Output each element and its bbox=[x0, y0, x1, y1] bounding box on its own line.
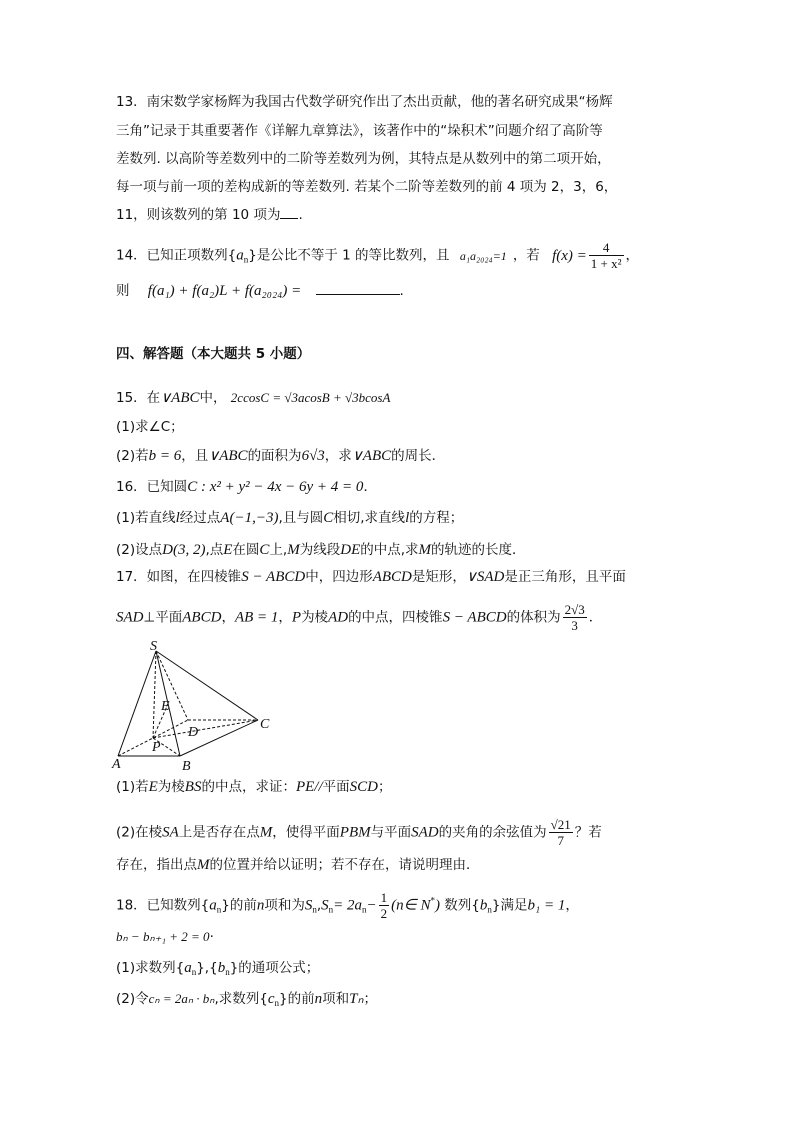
q15-p2-area: 6√3 bbox=[301, 448, 325, 464]
q17-line-2 bbox=[116, 602, 602, 633]
q17-plane-PBM: PBM bbox=[339, 824, 371, 841]
q18-a: a bbox=[184, 960, 192, 976]
q17-p1-text: (1)若 bbox=[116, 779, 149, 795]
q17-p2-text: 的位置并给以证明；若不存在，请说明理由． bbox=[209, 857, 480, 873]
q17-p2-text: 上是否存在点 bbox=[178, 824, 260, 841]
q18-b: b bbox=[479, 897, 488, 914]
q17-point-P: P bbox=[291, 609, 302, 626]
q16-p1-text: 的方程； bbox=[409, 510, 464, 526]
q15-p2-text: 的面积为 bbox=[247, 448, 302, 464]
q17-p2-text: (2)在棱 bbox=[116, 824, 163, 841]
q18-sub-n: n bbox=[225, 967, 230, 977]
q17-text: 的中点，四棱锥 bbox=[348, 609, 443, 626]
q15-p2-text: ，且 bbox=[181, 448, 209, 464]
q17-plane-ABCD: ABCD bbox=[182, 609, 222, 626]
q14-line-1 bbox=[116, 240, 639, 271]
q17-edge-BS: BS bbox=[184, 779, 202, 795]
q17-part-1 bbox=[116, 777, 391, 797]
q14-condition: a₁a₂₀₂₄=1 bbox=[459, 248, 507, 263]
q16-text: 16．已知圆 bbox=[116, 479, 188, 495]
q16-text: ． bbox=[363, 479, 377, 495]
q15-p2-b6: b = 6 bbox=[148, 448, 182, 464]
q14-text-3: ，若 bbox=[512, 247, 540, 264]
q15-p2-triangle: ∨ABC bbox=[208, 448, 248, 464]
q16-p1-text: 经过点 bbox=[179, 510, 221, 526]
q17-point-M: M bbox=[197, 857, 210, 873]
q16-point-A: A(−1,−3) bbox=[220, 510, 279, 526]
q14-a: a bbox=[236, 247, 244, 264]
label-A: A bbox=[112, 757, 121, 772]
q16-circle-C: C bbox=[323, 510, 334, 526]
q15-equation: 2ccosC = √3acosB + √3bcosA bbox=[230, 390, 391, 405]
q16-point-E: E bbox=[223, 542, 233, 558]
q13-line-5: 11，则该数列的第 10 项为 . bbox=[116, 207, 303, 223]
q18-sub-n: n bbox=[328, 904, 334, 915]
q18-sub-n: n bbox=[487, 904, 492, 915]
q14-n: n bbox=[243, 254, 249, 265]
q14-text-2: }是公比不等于 1 的等比数列，且 bbox=[248, 247, 450, 264]
q17-rectangle: ABCD bbox=[372, 569, 412, 585]
q13-line-4: 每一项与前一项的差构成新的等差数列. 若某个二阶等差数列的前 4 项为 2，3，6， bbox=[116, 179, 618, 195]
q18-text: 18．已知数列{ bbox=[116, 897, 210, 914]
q18-p2-text: ； bbox=[363, 991, 377, 1007]
q15-text-1: 15．在 bbox=[116, 390, 161, 406]
q16-circle-equation: C : x² + y² − 4x − 6y + 4 = 0 bbox=[187, 479, 364, 495]
q15-part-2 bbox=[116, 446, 445, 466]
q14-function-lhs: f(x) = bbox=[552, 247, 587, 264]
label-E: E bbox=[161, 699, 170, 714]
q17-cosine-denominator: 7 bbox=[557, 833, 564, 848]
q18-sub-n: n bbox=[274, 998, 280, 1008]
q18-line-2 bbox=[116, 927, 214, 947]
q17-edge-SA: SA bbox=[162, 824, 179, 841]
q16-point-M: M bbox=[418, 542, 432, 558]
section-4-header: 四、解答题（本大题共 5 小题） bbox=[116, 346, 311, 362]
q18-text: }的前 bbox=[221, 897, 257, 914]
q17-p2-text: 的夹角的余弦值为 bbox=[438, 824, 547, 841]
edge-SA bbox=[118, 651, 156, 756]
q17-text: 是正三角形，且平面 bbox=[504, 569, 626, 585]
q18-text: , bbox=[316, 897, 322, 914]
q15-text-2: 中， bbox=[199, 390, 227, 406]
q18-p2-text: }的前 bbox=[279, 991, 315, 1007]
q17-p1-text: 的中点，求证： bbox=[201, 779, 296, 795]
q17-text: 中，四边形 bbox=[305, 569, 373, 585]
q14-f-denominator: 1 + x² bbox=[590, 256, 622, 271]
q15-triangle: ∨ABC bbox=[160, 390, 200, 406]
q17-text: ⊥平面 bbox=[143, 609, 183, 626]
q18-text: 数列{ bbox=[444, 897, 480, 914]
q17-text: 17．如图，在四棱锥 bbox=[116, 569, 242, 585]
q15-part-1: (1)求∠C； bbox=[116, 419, 184, 435]
q18-b: b bbox=[217, 960, 226, 976]
q18-sub-n: n bbox=[216, 904, 222, 915]
q15-p2-text: ，求 bbox=[324, 448, 352, 464]
q16-line-1 bbox=[116, 477, 377, 497]
q17-volume-numerator: 2√3 bbox=[564, 602, 585, 617]
q17-PE-parallel: PE// bbox=[295, 779, 323, 795]
q16-p1-text: 相切,求直线 bbox=[333, 510, 406, 526]
q14-sum-expression: f(a₁) + f(a₂)L + f(a₂₀₂₄) = bbox=[147, 283, 302, 299]
q17-p1-text: 平面 bbox=[322, 779, 350, 795]
q18-S: S bbox=[321, 897, 329, 914]
q17-text: ． bbox=[588, 609, 603, 626]
q16-p2-text: 的轨迹的长度． bbox=[431, 542, 526, 558]
label-B: B bbox=[182, 759, 191, 773]
q18-n: n bbox=[314, 991, 323, 1007]
q13-line-3: 差数列. 以高阶等差数列中的二阶等差数列为例，其特点是从数列中的第二项开始， bbox=[116, 151, 611, 167]
q14-text-4: ， bbox=[625, 247, 640, 264]
q18-part-2: (2)令cₙ = 2aₙ · bₙ,求数列$\{c_n\}$的前n项和Tₙ； bbox=[116, 991, 377, 1008]
q18-p1-text: (1)求数列{ bbox=[116, 960, 185, 976]
q16-point-M: M bbox=[287, 542, 300, 558]
q18-p2-text: ,求数列{ bbox=[214, 991, 268, 1007]
q13-line-2: 三角”记录于其重要著作《详解九章算法》，该著作中的“垛积术”问题介绍了高阶等 bbox=[116, 123, 603, 139]
segment-PC-hidden bbox=[153, 720, 258, 738]
q18-S: S bbox=[304, 897, 313, 914]
q17-volume-fraction bbox=[563, 602, 587, 633]
q16-p1-text: (1)若直线 bbox=[116, 510, 176, 526]
q17-part-2-line-1 bbox=[116, 817, 602, 848]
segment-SP-hidden bbox=[153, 651, 156, 738]
q18-sub-n: n bbox=[362, 904, 367, 915]
q18-text: }满足 bbox=[491, 897, 528, 914]
pyramid-figure bbox=[110, 638, 280, 773]
q16-part-2 bbox=[116, 540, 526, 560]
q17-text: ， bbox=[278, 609, 292, 626]
q17-point-E: E bbox=[148, 779, 158, 795]
q17-part-2-line-2 bbox=[116, 855, 480, 875]
q15-p2-text: (2)若 bbox=[116, 448, 149, 464]
q16-segment-DE: DE bbox=[340, 542, 361, 558]
q17-pyramid: S − ABCD bbox=[241, 569, 306, 585]
q17-p2-text: ，使得平面 bbox=[272, 824, 340, 841]
q18-half-denominator: 2 bbox=[380, 906, 388, 921]
q18-p2-text: (2)令 bbox=[116, 991, 149, 1007]
label-C: C bbox=[260, 717, 270, 732]
q18-half-numerator: 1 bbox=[380, 890, 388, 905]
edge-SC bbox=[156, 651, 258, 720]
q18-T: Tₙ bbox=[349, 991, 364, 1007]
q17-plane-SAD: SAD bbox=[411, 824, 439, 841]
q17-p2-text: 存在，指出点 bbox=[116, 857, 197, 873]
q18-line-1: 18．已知数列$\{a_n\}$的前n项和为$S_n,S_n= 2a_n-$ $\frac{1}{2}$ (n∈ N*) 数列$\{b_n\}$满足b₁ = 1， bbox=[116, 890, 579, 921]
q18-half-fraction bbox=[379, 890, 390, 921]
q18-c-definition: cₙ = 2aₙ · bₙ bbox=[148, 991, 215, 1006]
q14-text-1: 14．已知正项数列{ bbox=[116, 247, 237, 264]
q17-triangle-SAD: ∨SAD bbox=[465, 569, 505, 585]
q16-line-l: l bbox=[175, 510, 180, 526]
q17-text: 是矩形， bbox=[411, 569, 466, 585]
q17-p1-text: ； bbox=[377, 779, 392, 795]
q14-then: 则 bbox=[116, 283, 130, 299]
q17-p2-text: ？若 bbox=[574, 824, 602, 841]
q18-n: n bbox=[256, 897, 265, 914]
q15-p2-text: 的周长． bbox=[391, 448, 446, 464]
q16-point-D: D(3, 2) bbox=[162, 542, 206, 558]
q18-sub-n: n bbox=[191, 967, 197, 977]
q18-part-1 bbox=[116, 958, 319, 982]
q13-text: 11，则该数列的第 10 项为 bbox=[116, 207, 281, 223]
q18-eq-part: = 2a bbox=[333, 897, 363, 914]
label-P: P bbox=[152, 740, 161, 755]
q16-p2-text: 上, bbox=[269, 542, 288, 558]
q14-answer-blank bbox=[316, 294, 400, 295]
q17-cosine-fraction bbox=[549, 817, 573, 848]
q18-eq-part: (n∈ N bbox=[391, 897, 431, 914]
q18-p1-text: }的通项公式； bbox=[229, 960, 320, 976]
label-D: D bbox=[188, 725, 199, 740]
q18-p2-text: 项和 bbox=[322, 991, 350, 1007]
q15-line-1 bbox=[116, 388, 390, 408]
q17-AB-length: AB = 1 bbox=[234, 609, 279, 626]
q14-function-fraction bbox=[589, 240, 624, 271]
q17-line-1 bbox=[116, 567, 626, 587]
q16-p2-text: 的中点,求 bbox=[360, 542, 419, 558]
q18-text: 项和为 bbox=[264, 897, 305, 914]
q18-p1-text: },{ bbox=[196, 960, 218, 976]
q18-b1: b₁ = 1 bbox=[527, 897, 566, 914]
q17-point-M: M bbox=[259, 824, 273, 841]
q18-text: ， bbox=[565, 897, 579, 914]
q17-edge-AD: AD bbox=[328, 609, 349, 626]
q13-answer-blank bbox=[280, 218, 298, 219]
q16-p2-text: 为线段 bbox=[299, 542, 341, 558]
q16-p2-text: 在圆 bbox=[232, 542, 260, 558]
q16-circle-C: C bbox=[259, 542, 270, 558]
q17-p1-text: 为棱 bbox=[157, 779, 185, 795]
q13-line-1: 13．南宋数学家杨辉为我国古代数学研究作出了杰出贡献，他的著名研究成果“杨辉 bbox=[116, 94, 613, 110]
q16-p1-text: ,且与圆 bbox=[278, 510, 324, 526]
q18-a: a bbox=[209, 897, 217, 914]
q18-recurrence: bₙ − bₙ₊₁ + 2 = 0 bbox=[116, 929, 210, 944]
q18-sub-n: n bbox=[312, 904, 317, 915]
q18-eq-part: − bbox=[366, 897, 377, 914]
q16-line-l: l bbox=[405, 510, 410, 526]
q17-text: ， bbox=[221, 609, 235, 626]
q16-p2-text: (2)设点 bbox=[116, 542, 163, 558]
q17-plane-SAD: SAD bbox=[116, 609, 144, 626]
q17-text: 的体积为 bbox=[506, 609, 561, 626]
q14-line-2: 则 f(a₁) + f(a₂)L + f(a₂₀₂₄) = . bbox=[116, 283, 404, 299]
q17-p2-text: 与平面 bbox=[370, 824, 412, 841]
q15-p2-triangle: ∨ABC bbox=[351, 448, 392, 464]
label-S: S bbox=[150, 639, 157, 654]
q14-f-numerator: 4 bbox=[589, 240, 624, 256]
q16-part-1 bbox=[116, 508, 463, 528]
q16-p2-text: ,点 bbox=[205, 542, 224, 558]
q17-text: 为棱 bbox=[301, 609, 329, 626]
q17-plane-SCD: SCD bbox=[349, 779, 378, 795]
q17-cosine-numerator: √21 bbox=[550, 817, 571, 832]
q18-eq-part: ) bbox=[435, 897, 440, 914]
q17-volume-denominator: 3 bbox=[571, 618, 578, 633]
q18-text: · bbox=[209, 929, 214, 945]
q17-pyramid: S − ABCD bbox=[442, 609, 507, 626]
